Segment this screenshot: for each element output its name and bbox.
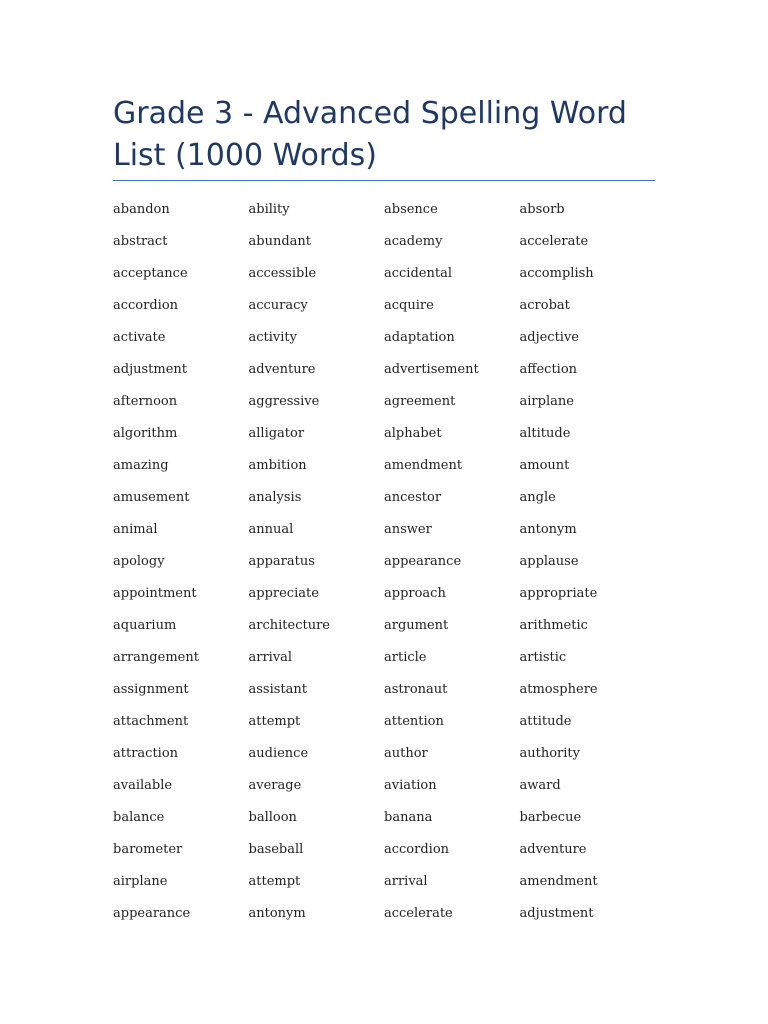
word-item: apology: [113, 554, 165, 569]
word-item: airplane: [113, 874, 168, 889]
word-item: acceptance: [113, 266, 188, 281]
word-item: alphabet: [384, 426, 442, 441]
word-item: arrangement: [113, 650, 199, 665]
word-item: adventure: [248, 362, 316, 377]
word-item: amusement: [113, 490, 190, 505]
word-item: antonym: [248, 906, 306, 921]
word-item: appearance: [113, 906, 191, 921]
word-item: award: [519, 778, 561, 793]
word-item: adventure: [519, 842, 587, 857]
word-item: afternoon: [113, 394, 178, 409]
word-item: barbecue: [519, 810, 582, 825]
word-item: amendment: [384, 458, 463, 473]
word-item: accelerate: [519, 234, 589, 249]
word-item: accelerate: [384, 906, 453, 921]
word-item: abandon: [113, 202, 170, 217]
word-item: analysis: [248, 490, 302, 505]
word-item: assignment: [113, 682, 189, 697]
word-item: ancestor: [384, 490, 442, 505]
word-item: accomplish: [519, 266, 594, 281]
word-item: accidental: [384, 266, 452, 281]
word-item: absence: [384, 202, 438, 217]
word-item: attempt: [248, 874, 301, 889]
word-item: assistant: [248, 682, 307, 697]
word-item: abstract: [113, 234, 168, 249]
word-item: arrival: [248, 650, 293, 665]
word-item: ambition: [248, 458, 307, 473]
word-item: accessible: [248, 266, 317, 281]
word-item: aviation: [384, 778, 437, 793]
word-item: available: [113, 778, 173, 793]
word-item: antonym: [519, 522, 577, 537]
word-item: angle: [519, 490, 556, 505]
title-divider: [113, 180, 655, 181]
word-item: attention: [384, 714, 444, 729]
word-item: annual: [248, 522, 294, 537]
word-item: approach: [384, 586, 446, 601]
word-item: attraction: [113, 746, 179, 761]
word-item: agreement: [384, 394, 456, 409]
word-item: acquire: [384, 298, 434, 313]
word-item: advertisement: [384, 362, 479, 377]
word-item: apparatus: [248, 554, 315, 569]
word-item: astronaut: [384, 682, 448, 697]
word-item: adaptation: [384, 330, 455, 345]
word-item: average: [248, 778, 302, 793]
word-item: airplane: [519, 394, 574, 409]
word-item: algorithm: [113, 426, 178, 441]
word-item: appreciate: [248, 586, 319, 601]
word-item: activate: [113, 330, 166, 345]
word-item: audience: [248, 746, 309, 761]
word-item: article: [384, 650, 427, 665]
word-item: activity: [248, 330, 297, 345]
word-item: aggressive: [248, 394, 320, 409]
word-item: absorb: [519, 202, 565, 217]
word-item: baseball: [248, 842, 304, 857]
word-item: banana: [384, 810, 433, 825]
word-item: balloon: [248, 810, 297, 825]
word-item: amazing: [113, 458, 169, 473]
word-item: attachment: [113, 714, 189, 729]
word-item: architecture: [248, 618, 330, 633]
word-item: appropriate: [519, 586, 598, 601]
word-item: altitude: [519, 426, 571, 441]
word-item: attitude: [519, 714, 572, 729]
word-item: argument: [384, 618, 449, 633]
word-item: animal: [113, 522, 158, 537]
word-list: [113, 200, 673, 936]
word-item: adjustment: [519, 906, 594, 921]
word-item: attempt: [248, 714, 301, 729]
word-item: artistic: [519, 650, 567, 665]
word-item: appointment: [113, 586, 197, 601]
word-item: adjective: [519, 330, 579, 345]
word-item: accordion: [113, 298, 179, 313]
word-item: alligator: [248, 426, 305, 441]
word-item: balance: [113, 810, 165, 825]
word-item: amount: [519, 458, 570, 473]
word-item: answer: [384, 522, 432, 537]
word-item: applause: [519, 554, 579, 569]
word-item: accuracy: [248, 298, 308, 313]
word-item: adjustment: [113, 362, 187, 377]
word-item: amendment: [519, 874, 598, 889]
word-item: affection: [519, 362, 578, 377]
word-item: ability: [248, 202, 290, 217]
word-item: appearance: [384, 554, 462, 569]
word-item: barometer: [113, 842, 183, 857]
word-item: aquarium: [113, 618, 177, 633]
word-item: academy: [384, 234, 443, 249]
word-item: acrobat: [519, 298, 570, 313]
word-item: atmosphere: [519, 682, 598, 697]
word-item: arrival: [384, 874, 428, 889]
word-item: author: [384, 746, 428, 761]
word-item: accordion: [384, 842, 450, 857]
word-item: abundant: [248, 234, 311, 249]
page-title: Grade 3 - Advanced Spelling Word List (1000 Words): [113, 96, 627, 173]
word-item: arithmetic: [519, 618, 588, 633]
word-item: authority: [519, 746, 580, 761]
